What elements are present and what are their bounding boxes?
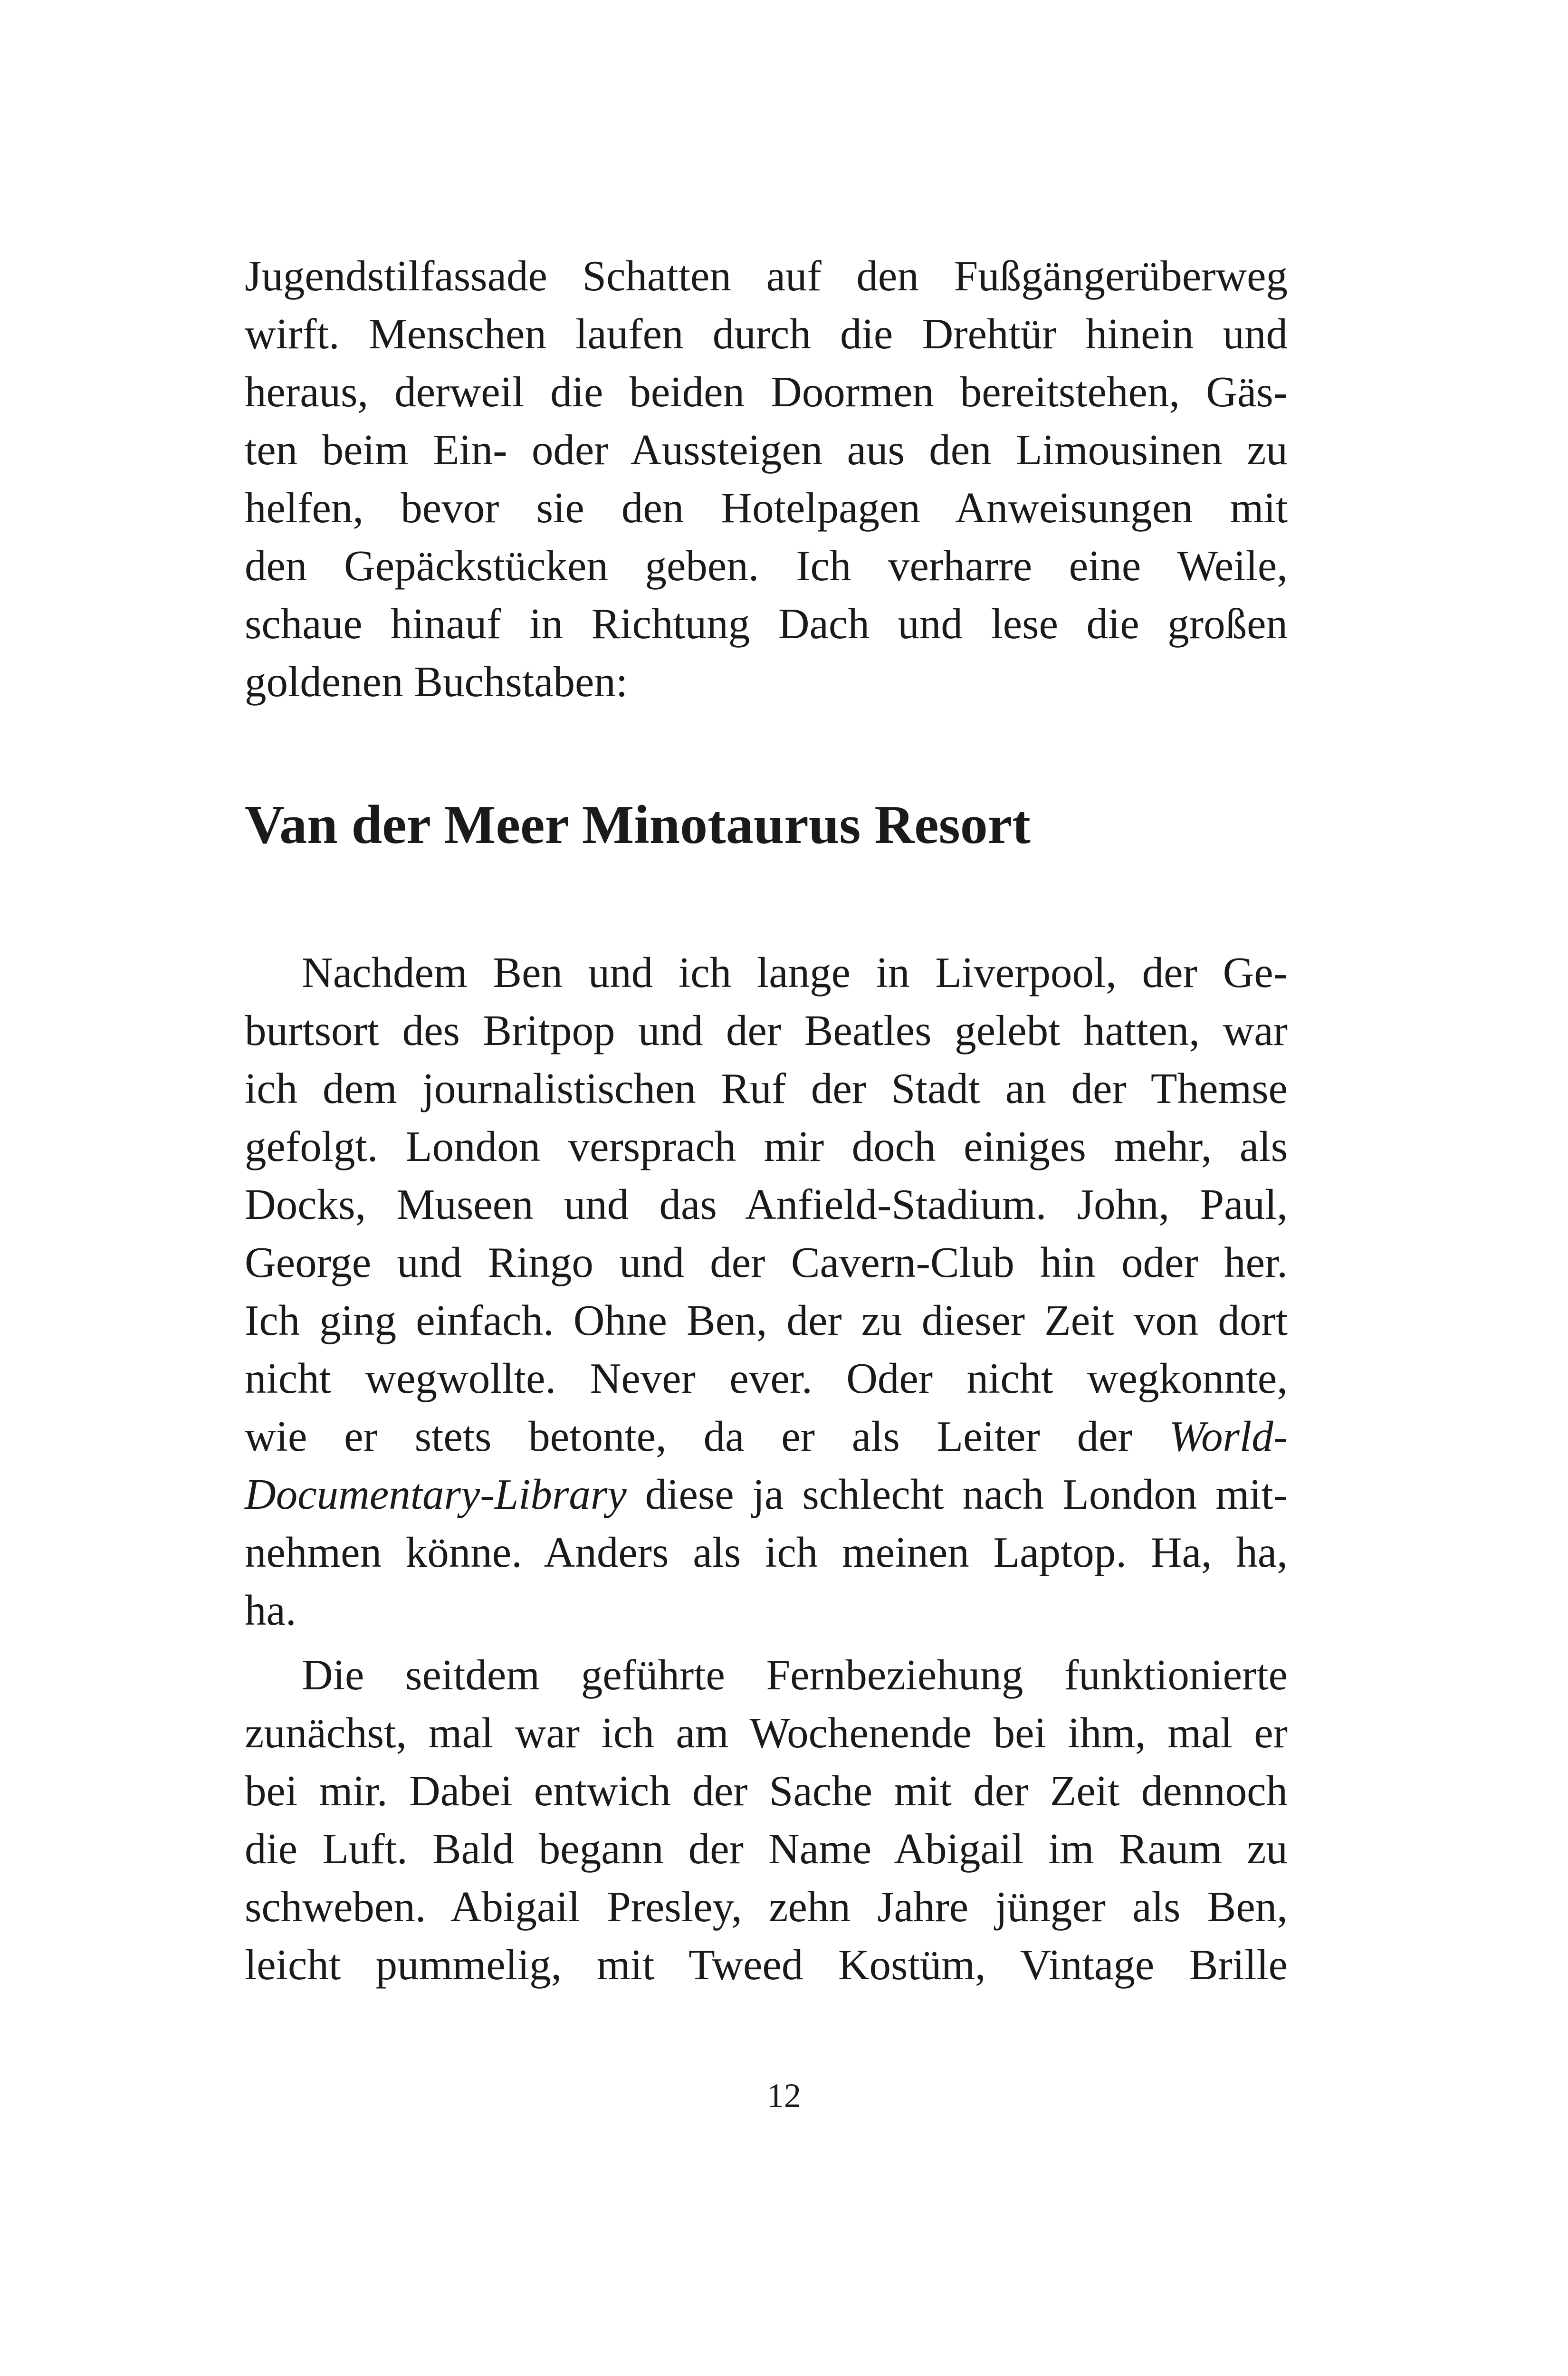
text-line: nicht wegwollte. Never ever. Oder nicht wegkonnte, [245,1354,1288,1402]
text-line: schweben. Abigail Presley, zehn Jahre jünger als Ben, [245,1883,1288,1931]
text-line: Die seitdem geführte Fernbeziehung funktionierte [302,1651,1288,1699]
paragraph-spacer [245,1639,1288,1646]
paragraph-three [245,1646,1288,1994]
text-line: nehmen könne. Anders als ich meinen Laptop. Ha, ha, [245,1528,1288,1576]
text-segment: diese ja schlecht nach London mit- [626,1470,1288,1518]
italic-title: World- [1169,1412,1288,1460]
text-line: bei mir. Dabei entwich der Sache mit der Zeit dennoch [245,1767,1288,1815]
text-line: leicht pummelig, mit Tweed Kostüm, Vintage Brille [245,1941,1288,1989]
text-line: Docks, Museen und das Anfield-Stadium. John, Paul, [245,1180,1288,1228]
italic-title: Documentary-Library [245,1470,627,1518]
text-line: burtsort des Britpop und der Beatles gelebt hatten, war [245,1006,1288,1054]
text-line: ten beim Ein- oder Aussteigen aus den Limousinen zu [245,426,1288,474]
text-line: zunächst, mal war ich am Wochenende bei ihm, mal er [245,1709,1288,1757]
text-line: ha. [245,1586,296,1634]
text-line: den Gepäckstücken geben. Ich verharre eine Weile, [245,542,1288,590]
text-line: gefolgt. London versprach mir doch einiges mehr, als [245,1122,1288,1170]
text-line: heraus, derweil die beiden Doormen bereitstehen, Gäs- [245,368,1288,416]
section-heading: Van der Meer Minotaurus Resort [245,795,1031,855]
text-line: die Luft. Bald begann der Name Abigail im Raum zu [245,1825,1288,1873]
paragraph-two [245,944,1288,1639]
page-number: 12 [767,2077,801,2115]
text-line: wirft. Menschen laufen durch die Drehtür hinein und [245,310,1288,358]
text-line-with-italic [245,1408,1288,1466]
text-line: Ich ging einfach. Ohne Ben, der zu dieser Zeit von dort [245,1296,1288,1344]
book-page-text [245,247,1288,1994]
text-line-with-italic [245,1466,1288,1523]
text-line: schaue hinauf in Richtung Dach und lese die großen [245,600,1288,648]
text-line: goldenen Buchstaben: [245,658,628,706]
text-line: helfen, bevor sie den Hotelpagen Anweisungen mit [245,484,1288,532]
paragraph-intro [245,247,1288,711]
text-segment: wie er stets betonte, da er als Leiter der [245,1412,1132,1460]
text-line: George und Ringo und der Cavern-Club hin oder her. [245,1238,1288,1286]
text-line: Jugendstilfassade Schatten auf den Fußgängerüberweg [245,252,1288,300]
text-line: ich dem journalistischen Ruf der Stadt an der Themse [245,1064,1288,1112]
text-line: Nachdem Ben und ich lange in Liverpool, der Ge- [302,948,1288,996]
